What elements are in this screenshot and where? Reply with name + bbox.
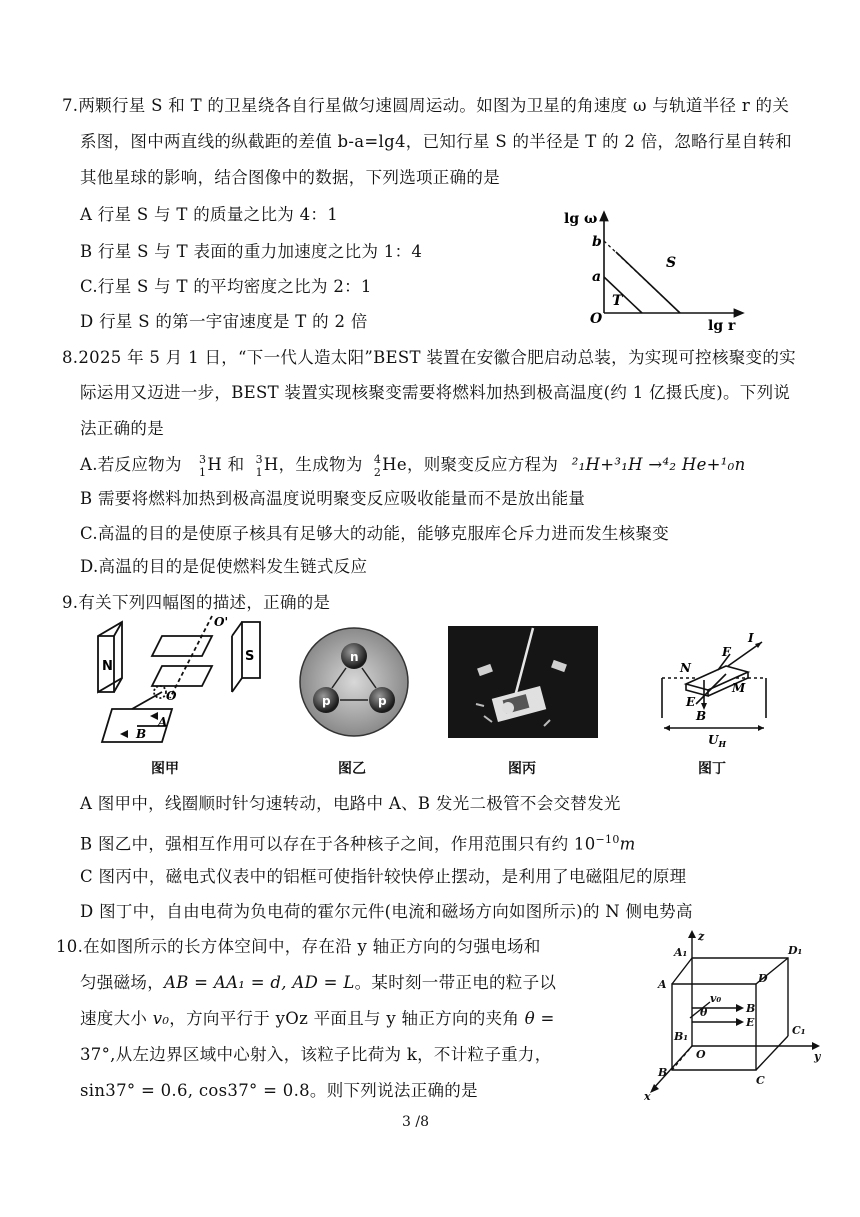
label-n-side: N [680, 661, 691, 675]
diode-b-icon [120, 730, 128, 738]
label-neutron: n [350, 650, 359, 664]
label-i: I [748, 631, 754, 645]
q9-optb-exponent: −10 [595, 833, 620, 846]
label-y: y [814, 1050, 821, 1063]
q9-option-c: C 图丙中，磁电式仪表中的铝框可使指针较快停止摆动，是利用了电磁阻尼的原理 [80, 867, 687, 886]
q9-optb-value: 10 [573, 834, 596, 854]
label-b: B [136, 727, 147, 741]
label-z: z [698, 930, 705, 943]
q10-dimension-formula: AB = AA₁ = d, AD = L [164, 973, 355, 992]
label-v0: v₀ [710, 992, 722, 1005]
label-n-pole: N [102, 659, 113, 674]
q8-option-a [80, 450, 746, 480]
q8-line-3: 法正确的是 [80, 419, 164, 438]
label-o: O [696, 1048, 706, 1061]
q9-optb-unit: m [619, 834, 636, 854]
magnet-n-front [98, 622, 122, 692]
label-d: D [758, 972, 768, 985]
label-c: C [756, 1074, 765, 1087]
caption-fig-ding: 图丁 [698, 761, 726, 777]
q10-cuboid-figure [628, 928, 828, 1103]
q8-nuclide-he4: 4 2 [373, 452, 382, 479]
q9-fig-ding-hall [656, 626, 776, 756]
label-b-field: B [746, 1002, 756, 1015]
q10-line-4: 37°,从左边界区域中心射入，该粒子比荷为 k，不计粒子重力， [80, 1045, 552, 1064]
q7-a-label: a [592, 269, 602, 285]
q8-opta-prefix: A.若反应物为 [80, 455, 182, 474]
label-b1: B₁ [674, 1030, 689, 1043]
q10-line-3: 速度大小 v₀，方向平行于 yOz 平面且与 y 轴正方向的夹角 θ = [80, 1009, 555, 1028]
label-e: E [746, 1016, 755, 1029]
label-b: B [696, 709, 707, 723]
q9-option-a: A 图甲中，线圈顺时针匀速转动，电路中 A、B 发光二极管不会交替发光 [80, 794, 621, 813]
q7-y-label: lg ω [564, 211, 598, 227]
q7-line-t [604, 277, 642, 313]
q8-line-1: 8.2025 年 5 月 1 日，“下一代人造太阳”BEST 装置在安徽合肥启动总装，为实现可控核聚变的实 [62, 348, 796, 367]
q7-s-label: S [666, 255, 677, 271]
label-o-prime: O' [214, 615, 229, 629]
q7-option-b: B 行星 S 与 T 表面的重力加速度之比为 1：4 [80, 242, 423, 261]
q7-line-1: 7.两颗行星 S 和 T 的卫星绕各自行星做匀速圆周运动。如图为卫星的角速度 ω 与轨道半径 r 的关 [62, 96, 790, 115]
q9-fig-jia-generator [92, 614, 272, 754]
coil-bottom [152, 666, 212, 686]
q10-trig-values: sin37° = 0.6, cos37° = 0.8 [80, 1081, 310, 1100]
q7-origin: O [590, 311, 603, 327]
q7-option-d: D 行星 S 的第一宇宙速度是 T 的 2 倍 [80, 312, 368, 331]
label-a: A [658, 978, 667, 991]
q8-nuclide-h3-b: 3 1 [255, 452, 263, 479]
label-a: A [158, 715, 168, 729]
caption-fig-jia: 图甲 [151, 761, 179, 777]
label-theta: θ [700, 1006, 708, 1019]
label-o: O [166, 689, 177, 703]
label-f: F [722, 645, 731, 659]
q7-t-label: T [612, 293, 623, 309]
q10-line-2: 匀强磁场，AB = AA₁ = d, AD = L。某时刻一带正电的粒子以 [80, 973, 557, 992]
label-c1: C₁ [792, 1024, 806, 1037]
magnet-s-edges [232, 622, 242, 692]
q9-fig-bing-meter [448, 626, 598, 738]
q9-stem: 9.有关下列四幅图的描述，正确的是 [62, 593, 331, 612]
caption-fig-bing: 图丙 [508, 761, 536, 777]
label-uh: $U_H$ [708, 733, 727, 749]
q8-fusion-equation: ²₁H+³₁H →⁴₂ He+¹₀n [571, 455, 746, 474]
q8-opta-mid1: 和 [227, 455, 245, 474]
q8-option-c: C.高温的目的是使原子核具有足够大的动能，能够克服库仑斥力进而发生核聚变 [80, 524, 670, 543]
label-x: x [644, 1090, 651, 1103]
q10-line-1: 10.在如图所示的长方体空间中，存在沿 y 轴正方向的匀强电场和 [56, 937, 541, 956]
label-b: B [658, 1066, 668, 1079]
coil-top [152, 636, 212, 656]
q7-line-3: 其他星球的影响，结合图像中的数据，下列选项正确的是 [80, 168, 500, 187]
label-e: E [686, 695, 696, 709]
q7-line-2: 系图，图中两直线的纵截距的差值 b-a=lg4，已知行星 S 的半径是 T 的 2 倍，忽略行星自转和 [80, 132, 792, 151]
label-m-side: M [732, 681, 746, 695]
q10-theta: θ = [524, 1009, 555, 1028]
q9-fig-yi-nucleons [298, 626, 410, 738]
q7-b-label: b [592, 234, 602, 250]
q8-he-symbol: He [382, 455, 407, 474]
q9-optb-text: B 图乙中，强相互作用可以存在于各种核子之间，作用范围只有约 [80, 834, 574, 854]
q8-h-symbol-b: H [263, 455, 279, 474]
q9-option-d: D 图丁中，自由电荷为负电荷的霍尔元件(电流和磁场方向如图所示)的 N 侧电势高 [80, 902, 693, 921]
q8-nuclide-h3-a: 3 1 [199, 452, 207, 479]
q8-opta-mid2: ，生成物为 [278, 455, 363, 474]
q7-graph [560, 205, 750, 335]
label-a1: A₁ [674, 946, 688, 959]
q8-option-d: D.高温的目的是促使燃料发生链式反应 [80, 557, 368, 576]
connecting-edges [672, 958, 788, 1070]
q7-x-label: lg r [708, 318, 736, 334]
q9-option-b [80, 829, 636, 856]
label-s-pole: S [245, 649, 255, 664]
page-number: 3 /8 [402, 1114, 429, 1130]
q8-option-b: B 需要将燃料加热到极高温度说明聚变反应吸收能量而不是放出能量 [80, 489, 586, 508]
diode-a-icon [150, 712, 158, 720]
q8-h-symbol-a: H [207, 455, 223, 474]
q8-line-2: 际运用又迈进一步，BEST 装置实现核聚变需要将燃料加热到极高温度(约 1 亿摄氏度)。下列说 [80, 383, 791, 402]
q10-line-5: sin37° = 0.6, cos37° = 0.8。则下列说法正确的是 [80, 1081, 478, 1100]
slip-ring [154, 686, 166, 698]
q8-opta-mid3: ，则聚变反应方程为 [406, 455, 559, 474]
q7-option-c: C.行星 S 与 T 的平均密度之比为 2：1 [80, 277, 372, 296]
meter-photo-background [448, 626, 598, 738]
label-proton-left: p [322, 694, 331, 708]
q7-option-a: A 行星 S 与 T 的质量之比为 4：1 [80, 205, 338, 224]
caption-fig-yi: 图乙 [338, 761, 366, 777]
label-d1: D₁ [788, 944, 803, 957]
q10-v0: v₀ [152, 1009, 170, 1028]
label-proton-right: p [378, 694, 387, 708]
pivot [502, 702, 514, 714]
